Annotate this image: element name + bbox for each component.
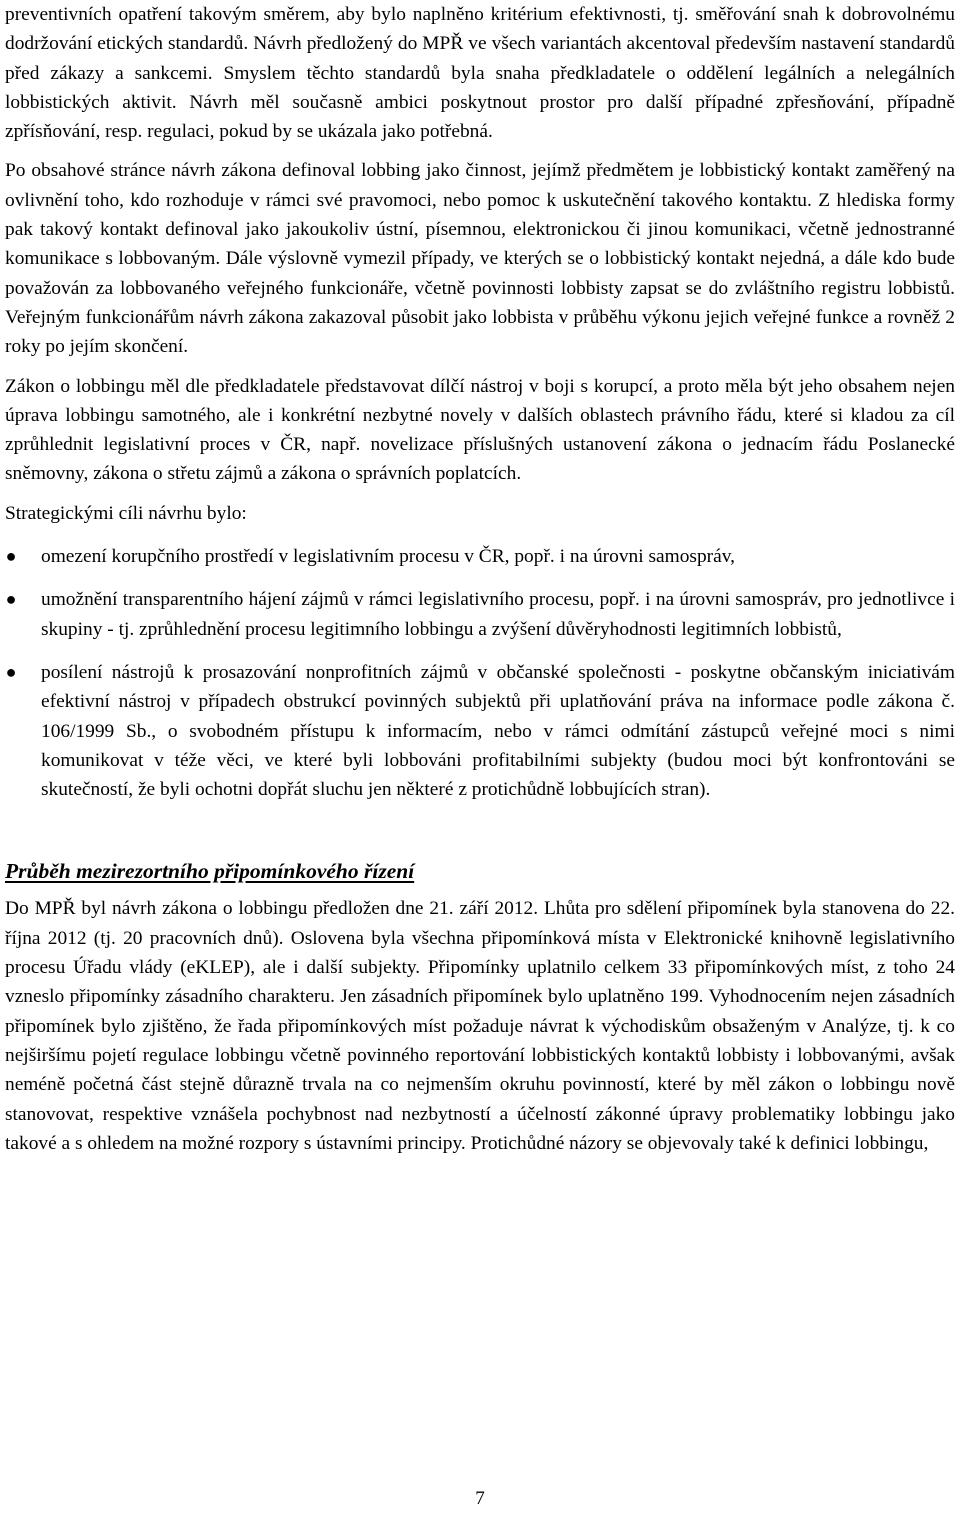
paragraph-content-definition: Po obsahové stránce návrh zákona definoval lobbing jako činnost, jejímž předmětem je lobbistický kontakt zaměřený na ovlivnění toho, kdo rozhoduje v rámci své pravomoci, nebo pomoc k uskutečnění takového kontaktu. Z hlediska formy pak takový kontakt definoval jako jakoukoliv ústní, písemnou, elektronickou či jinou komunikaci, včetně jednostranné komunikace s lobbovaným. Dále výslovně vymezil případy, ve kterých se o lobbistický kontakt nejedná, a dále kdo bude považován za lobbovaného veřejného funkcionáře, včetně povinnosti lobbisty zapsat se do zvláštního registru lobbistů. Veřejným funkcionářům návrh zákona zakazoval působit jako lobbista v průběhu výkonu jejich veřejné funkce a rovněž 2 roky po jejím skončení. <box>5 160 955 358</box>
goals-intro: Strategickými cíli návrhu bylo: <box>5 502 247 524</box>
goal-text: omezení korupčního prostředí v legislativním procesu v ČR, popř. i na úrovni samospráv, <box>41 546 735 568</box>
paragraph-interministerial-review: Do MPŘ byl návrh zákona o lobbingu předložen dne 21. září 2012. Lhůta pro sdělení připomínek byla stanovena do 22. října 2012 (tj. 20 pracovních dnů). Oslovena byla všechna připomínková místa v Elektronické knihovně legislativního procesu Úřadu vlády (eKLEP), ale i další subjekty. Připomínky uplatnilo celkem 33 připomínkových míst, z toho 24 vzneslo připomínky zásadního charakteru. Jen zásadních připomínek bylo uplatněno 199. Vyhodnocením nejen zásadních připomínek bylo zjištěno, že řada připomínkových míst požaduje návrat k východiskům obsaženým v Analýze, tj. k co nejširšímu pojetí regulace lobbingu včetně povinného reportování lobbistických kontaktů lobbisty i lobbovanými, avšak neméně početná část stejně důrazně trvala na co nejmenším okruhu povinností, které by měl zákon o lobbingu nově stanovovat, respektive vznášela pochybnost nad nezbytností a účelností zákonné úpravy problematiky lobbingu jako takové a s ohledem na možné rozpory s ústavními principy. Protichůdné názory se objevovaly také k definici lobbingu, <box>5 898 955 1154</box>
document-page <box>5 0 955 1158</box>
list-item <box>5 585 955 644</box>
goals-list <box>5 542 955 804</box>
paragraph-prevention: preventivních opatření takovým směrem, aby bylo naplněno kritérium efektivnosti, tj. směřování snah k dobrovolnému dodržování etických standardů. Návrh předložený do MPŘ ve všech variantách akcentoval především nastavení standardů před zákazy a sankcemi. Smyslem těchto standardů byla snaha předkladatele o oddělení legálních a nelegálních lobbistických aktivit. Návrh měl současně ambici poskytnout prostor pro další případné zpřesňování, případně zpřísňování, resp. regulaci, pokud by se ukázala jako potřebná. <box>5 4 955 143</box>
list-item <box>5 542 955 571</box>
bullet-icon: ● <box>5 546 17 567</box>
goal-text: posílení nástrojů k prosazování nonprofitních zájmů v občanské společnosti - poskytne občanským iniciativám efektivní nástroj v případech obstrukcí povinných subjektů při uplatňování práva na informace podle zákona č. 106/1999 Sb., o svobodném přístupu k informacím, nebo v rámci odmítání zástupců veřejné moci s nimi komunikovat v téže věci, ve které byli lobbováni profitabilními subjekty (budou moci být konfrontováni se skutečností, že byli ochotni dopřát sluchu jen některé z protichůdně lobbujících stran). <box>41 661 955 801</box>
page-number: 7 <box>475 1488 485 1509</box>
section-heading: Průběh mezirezortního připomínkového řízení <box>5 859 415 884</box>
goal-text: umožnění transparentního hájení zájmů v rámci legislativního procesu, popř. i na úrovni samospráv, pro jednotlivce i skupiny - tj. zprůhlednění procesu legitimního lobbingu a zvýšení důvěryhodnosti legitimních lobbistů, <box>41 589 955 640</box>
bullet-icon: ● <box>5 589 17 610</box>
paragraph-anticorruption: Zákon o lobbingu měl dle předkladatele představovat dílčí nástroj v boji s korupcí, a proto měla být jeho obsahem nejen úprava lobbingu samotného, ale i konkrétní nezbytné novely v dalších oblastech právního řádu, které si kladou za cíl zprůhlednit legislativní proces v ČR, např. novelizace příslušných ustanovení zákona o jednacím řádu Poslanecké sněmovny, zákona o střetu zájmů a zákona o správních poplatcích. <box>5 375 955 485</box>
list-item <box>5 658 955 804</box>
bullet-icon: ● <box>5 661 17 682</box>
